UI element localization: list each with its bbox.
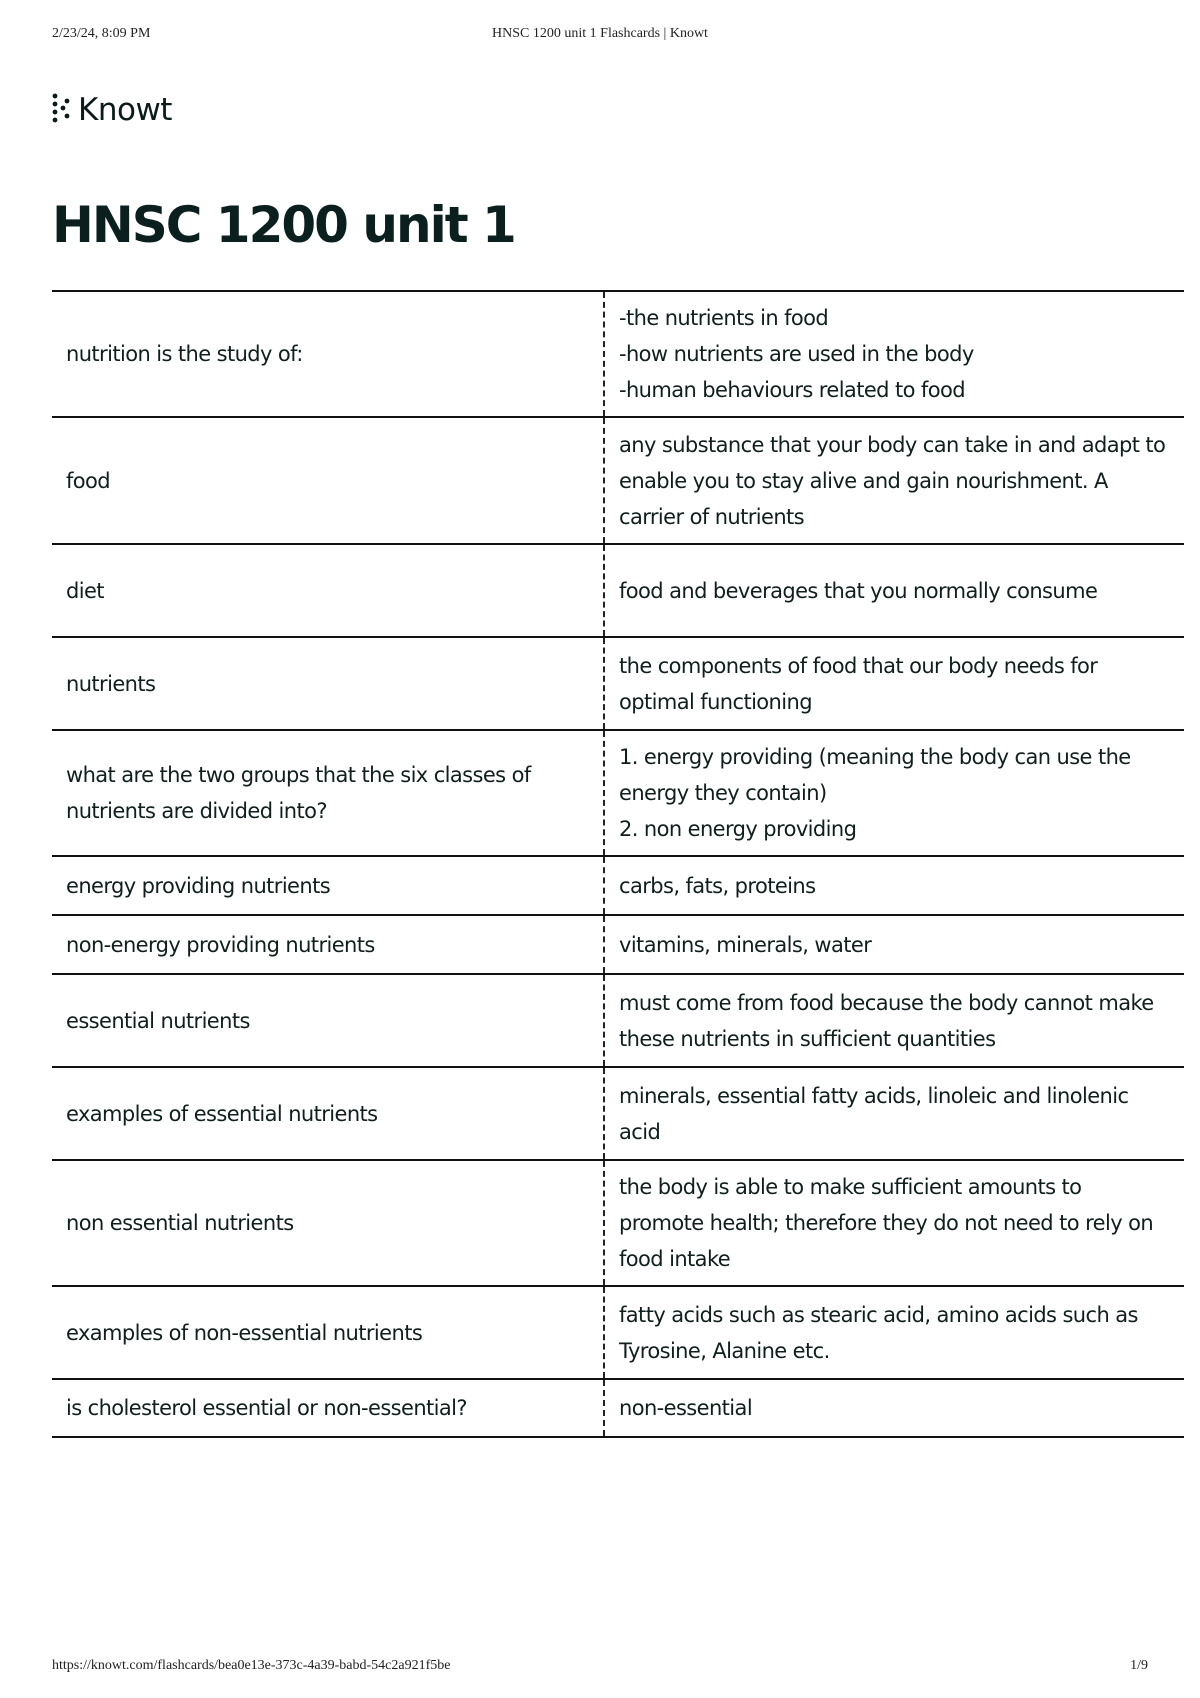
flashcard-definition: minerals, essential fatty acids, linoleic and linolenic acid xyxy=(604,1067,1184,1160)
flashcard-definition: vitamins, minerals, water xyxy=(604,915,1184,974)
flashcard-row xyxy=(52,417,1184,544)
flashcard-definition: the components of food that our body needs for optimal functioning xyxy=(604,637,1184,730)
flashcard-term: what are the two groups that the six classes of nutrients are divided into? xyxy=(52,730,604,856)
flashcard-definition: carbs, fats, proteins xyxy=(604,856,1184,915)
flashcard-definition: non-essential xyxy=(604,1379,1184,1437)
flashcard-row xyxy=(52,974,1184,1067)
flashcard-term: examples of essential nutrients xyxy=(52,1067,604,1160)
flashcard-row xyxy=(52,730,1184,856)
logo-text: Knowt xyxy=(78,92,172,128)
flashcard-term: examples of non-essential nutrients xyxy=(52,1286,604,1379)
print-footer xyxy=(52,1658,1148,1678)
flashcards-table xyxy=(52,290,1184,1438)
flashcard-term: energy providing nutrients xyxy=(52,856,604,915)
flashcard-definition: must come from food because the body cannot make these nutrients in sufficient quantities xyxy=(604,974,1184,1067)
flashcard-row xyxy=(52,1286,1184,1379)
flashcard-term: non-energy providing nutrients xyxy=(52,915,604,974)
print-doc-title: HNSC 1200 unit 1 Flashcards | Knowt xyxy=(492,26,708,41)
print-header xyxy=(52,26,1148,46)
flashcard-row xyxy=(52,915,1184,974)
flashcard-definition: the body is able to make sufficient amounts to promote health; therefore they do not need to rely on food intake xyxy=(604,1160,1184,1286)
flashcard-definition: 1. energy providing (meaning the body can use the energy they contain) 2. non energy providing xyxy=(604,730,1184,856)
flashcard-row xyxy=(52,1160,1184,1286)
flashcard-definition: fatty acids such as stearic acid, amino acids such as Tyrosine, Alanine etc. xyxy=(604,1286,1184,1379)
flashcard-term: nutrition is the study of: xyxy=(52,291,604,417)
flashcard-definition: -the nutrients in food -how nutrients are used in the body -human behaviours related to food xyxy=(604,291,1184,417)
flashcard-definition: food and beverages that you normally consume xyxy=(604,544,1184,637)
knowt-dots-icon xyxy=(52,92,70,128)
flashcard-term: nutrients xyxy=(52,637,604,730)
flashcard-row xyxy=(52,1067,1184,1160)
flashcard-term: essential nutrients xyxy=(52,974,604,1067)
page-title: HNSC 1200 unit 1 xyxy=(52,196,515,254)
flashcard-term: food xyxy=(52,417,604,544)
print-url: https://knowt.com/flashcards/bea0e13e-373c-4a39-babd-54c2a921f5be xyxy=(52,1658,451,1673)
flashcard-row xyxy=(52,856,1184,915)
flashcard-definition: any substance that your body can take in and adapt to enable you to stay alive and gain nourishment. A carrier of nutrients xyxy=(604,417,1184,544)
flashcard-row xyxy=(52,1379,1184,1437)
flashcard-term: non essential nutrients xyxy=(52,1160,604,1286)
flashcard-term: diet xyxy=(52,544,604,637)
knowt-logo[interactable] xyxy=(52,92,172,128)
flashcard-term: is cholesterol essential or non-essential? xyxy=(52,1379,604,1437)
flashcard-row xyxy=(52,637,1184,730)
page-number: 1/9 xyxy=(1130,1658,1148,1673)
flashcard-row xyxy=(52,291,1184,417)
flashcard-row xyxy=(52,544,1184,637)
print-datetime: 2/23/24, 8:09 PM xyxy=(52,26,151,41)
